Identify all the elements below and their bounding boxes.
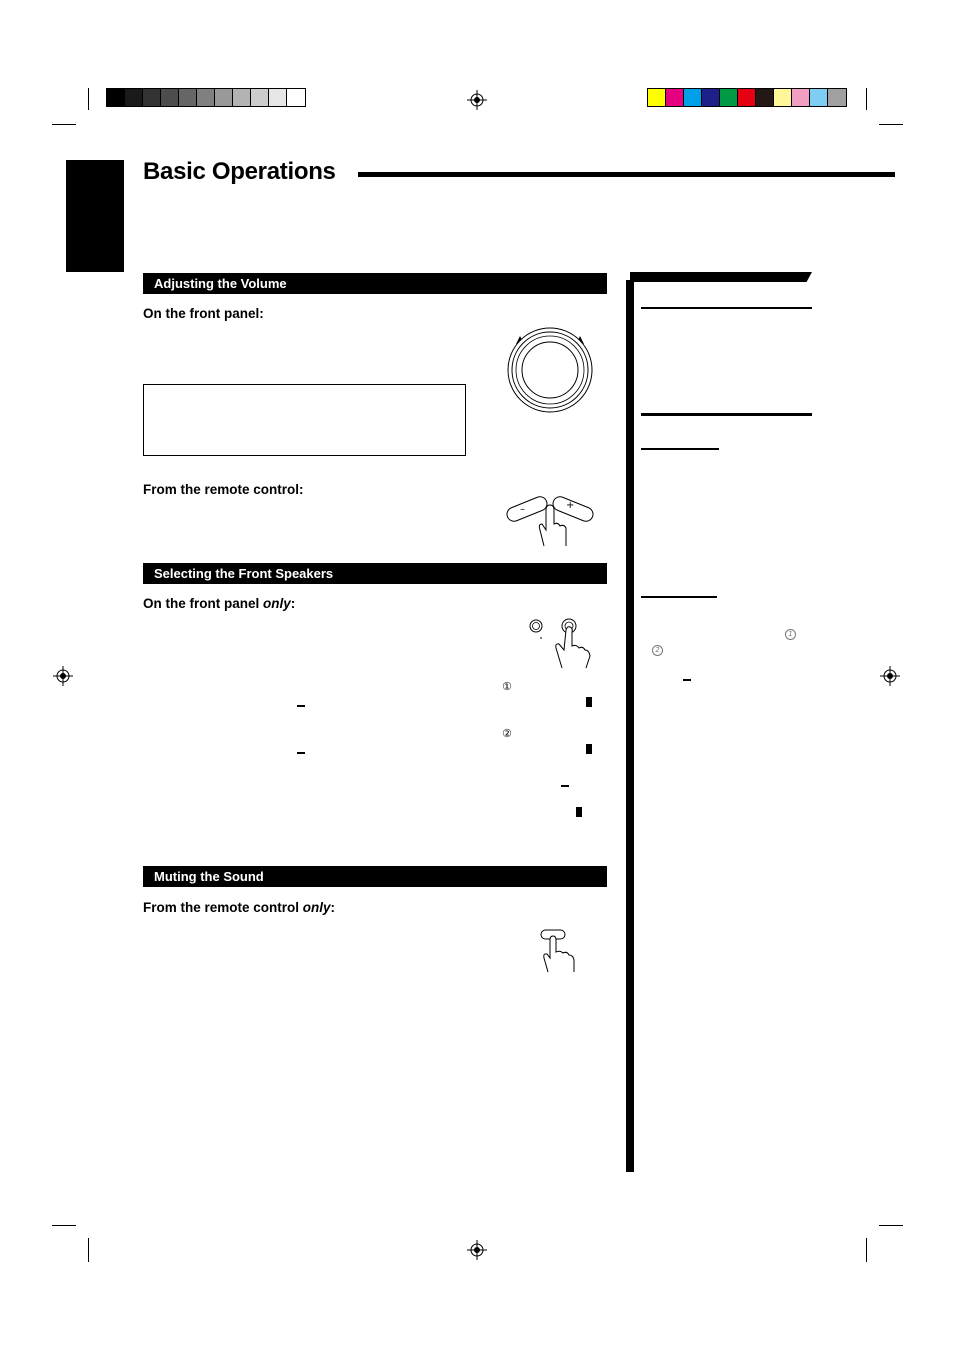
gray-scale-bar xyxy=(106,88,306,107)
color-swatch xyxy=(197,89,215,106)
color-swatch xyxy=(774,89,792,106)
title-rule xyxy=(358,172,895,177)
volume-front-panel-label: On the front panel: xyxy=(143,306,264,321)
color-swatch xyxy=(702,89,720,106)
section-heading-volume: Adjusting the Volume xyxy=(143,273,607,294)
crop-mark xyxy=(88,1238,89,1262)
language-side-tab xyxy=(66,160,124,272)
registration-mark-icon xyxy=(467,90,487,110)
crop-mark xyxy=(866,88,867,110)
crop-mark xyxy=(879,124,903,125)
mute-button-icon xyxy=(538,926,580,976)
right-panel-rule xyxy=(641,448,719,450)
right-step-number-1: 1 xyxy=(785,629,796,640)
crop-mark xyxy=(866,1238,867,1262)
crop-mark xyxy=(52,1225,76,1226)
color-swatch xyxy=(215,89,233,106)
right-panel-side-bar xyxy=(626,280,634,1172)
section-heading-speakers: Selecting the Front Speakers xyxy=(143,563,607,584)
color-swatch xyxy=(810,89,828,106)
right-panel-header-bar xyxy=(630,272,812,282)
speaker-buttons-icon xyxy=(526,614,596,670)
right-step-number-2: 2 xyxy=(652,645,663,656)
color-swatch xyxy=(720,89,738,106)
indicator-mark xyxy=(561,785,569,787)
color-swatch xyxy=(666,89,684,106)
color-swatch xyxy=(233,89,251,106)
indicator-mark xyxy=(297,705,305,707)
color-swatch xyxy=(287,89,305,106)
right-panel-rule xyxy=(641,596,717,598)
remote-minus-label: – xyxy=(520,504,525,515)
remote-plus-label: + xyxy=(566,500,575,511)
color-swatch xyxy=(756,89,774,106)
step-number-2: ② xyxy=(502,727,512,740)
volume-remote-label: From the remote control: xyxy=(143,482,304,497)
right-panel-rule xyxy=(641,307,812,309)
color-swatch xyxy=(251,89,269,106)
indicator-mark xyxy=(586,697,592,707)
color-swatch xyxy=(125,89,143,106)
indicator-mark xyxy=(683,679,691,681)
color-swatch xyxy=(179,89,197,106)
remote-volume-buttons-icon xyxy=(504,490,596,548)
color-swatch xyxy=(828,89,846,106)
registration-mark-icon xyxy=(53,666,73,686)
indicator-mark xyxy=(576,807,582,817)
crop-mark xyxy=(52,124,76,125)
right-panel-rule xyxy=(641,413,812,416)
section-heading-muting: Muting the Sound xyxy=(143,866,607,887)
crop-mark xyxy=(88,88,89,110)
color-swatch xyxy=(107,89,125,106)
color-swatch xyxy=(648,89,666,106)
color-swatch xyxy=(161,89,179,106)
color-swatch xyxy=(738,89,756,106)
speakers-front-panel-label: On the front panel only: xyxy=(143,596,296,611)
color-swatch xyxy=(792,89,810,106)
process-color-bar xyxy=(647,88,847,107)
page-title: Basic Operations xyxy=(143,158,336,185)
crop-mark xyxy=(879,1225,903,1226)
volume-knob-icon xyxy=(504,320,596,416)
muting-remote-label: From the remote control only: xyxy=(143,900,336,915)
step-number-1: ① xyxy=(502,680,512,693)
color-swatch xyxy=(143,89,161,106)
registration-mark-icon xyxy=(467,1240,487,1260)
registration-mark-icon xyxy=(880,666,900,686)
color-swatch xyxy=(269,89,287,106)
color-swatch xyxy=(684,89,702,106)
volume-note-box xyxy=(143,384,466,456)
indicator-mark xyxy=(297,752,305,754)
indicator-mark xyxy=(586,744,592,754)
